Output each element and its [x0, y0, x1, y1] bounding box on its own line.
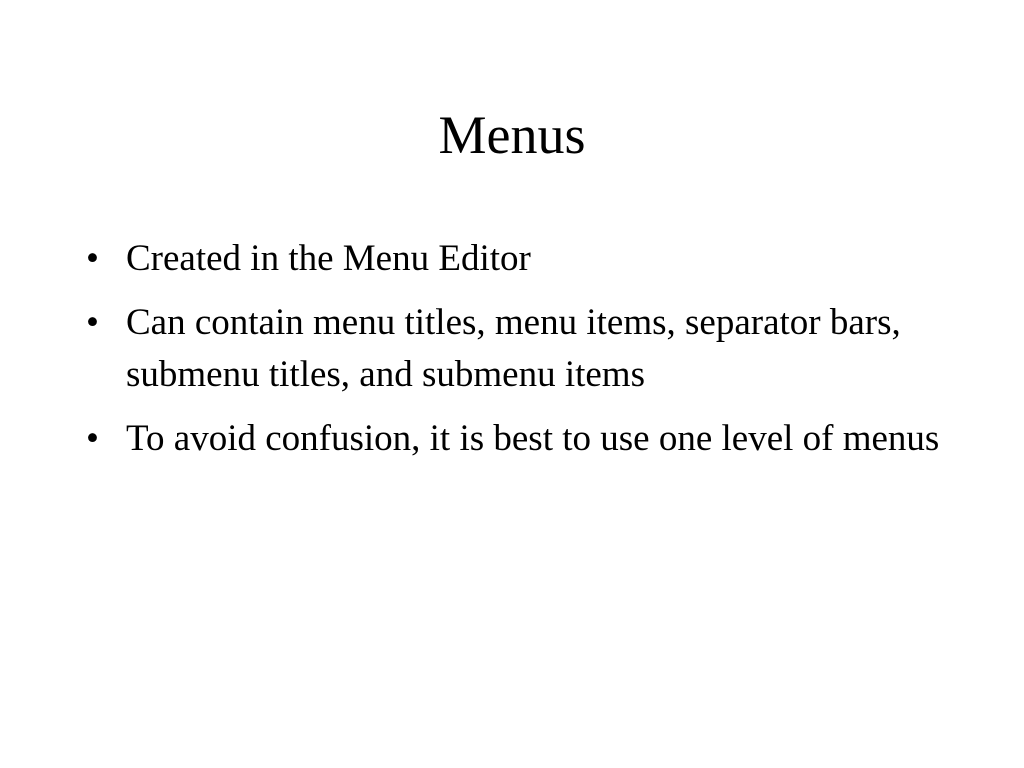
bullet-text: Can contain menu titles, menu items, separator bars, submenu titles, and submenu items	[126, 302, 901, 395]
slide-title: Menus	[438, 105, 586, 165]
bullet-icon: •	[86, 238, 99, 279]
bullet-item	[86, 413, 946, 465]
bullet-item	[86, 297, 946, 401]
bullet-text: Created in the Menu Editor	[126, 238, 531, 279]
bullet-item	[86, 233, 946, 285]
bullet-icon: •	[86, 302, 99, 343]
bullet-icon: •	[86, 418, 99, 459]
bullet-text: To avoid confusion, it is best to use one level of menus	[126, 418, 940, 459]
bullet-list	[86, 233, 946, 477]
